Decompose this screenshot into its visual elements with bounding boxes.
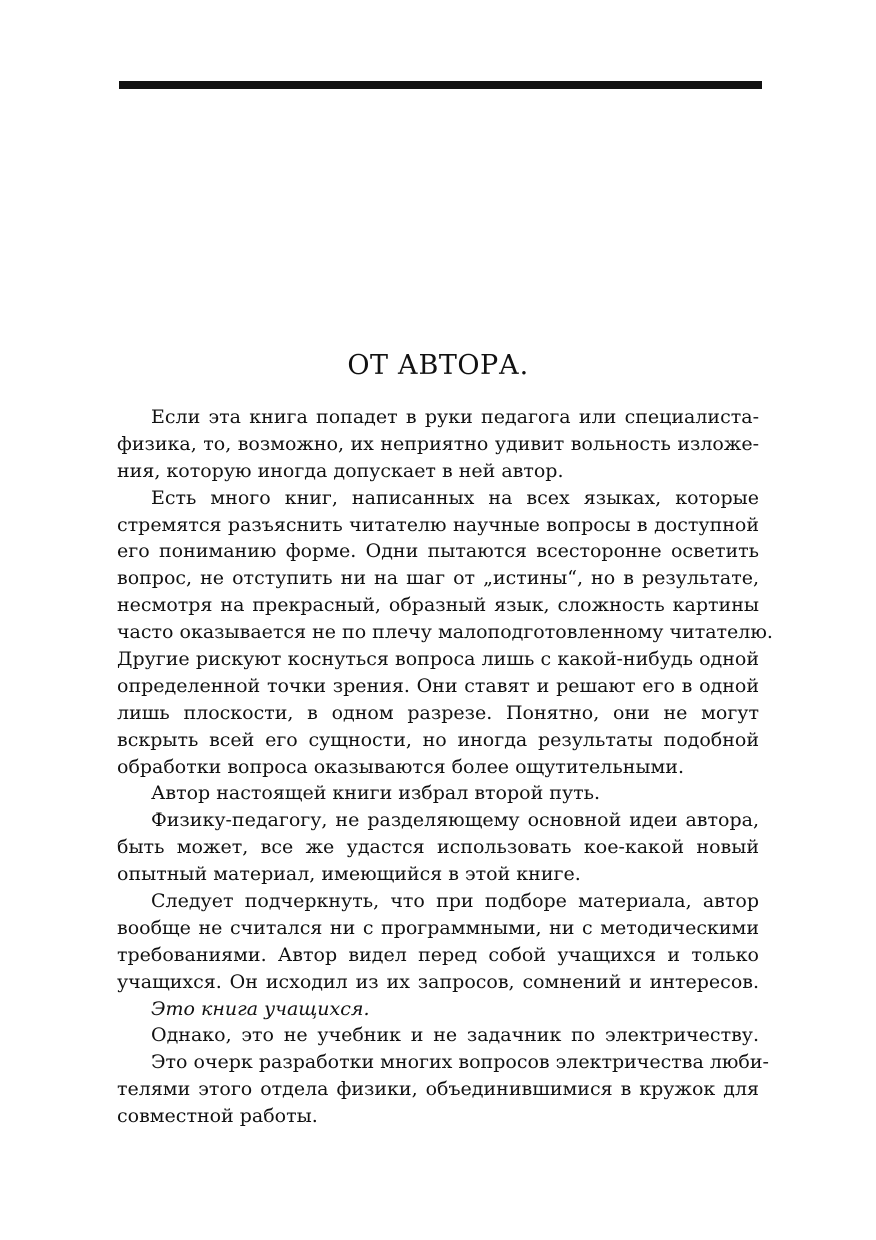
text-line: учащихся. Он исходил из их запросов, сомнений и интересов. (117, 970, 759, 993)
text-line: вообще не считался ни с программными, ни с методическими (117, 916, 759, 939)
text-line: обработки вопроса оказываются более ощутительными. (117, 755, 684, 778)
text-line: Если эта книга попадет в руки педагога или специалиста- (151, 406, 759, 428)
text-line: опытный материал, имеющийся в этой книге. (117, 863, 581, 886)
italic-text-line: Это книга учащихся. (151, 997, 370, 1020)
page-title: ОТ АВТОРА. (347, 350, 529, 381)
text-line: Автор настоящей книги избрал второй путь. (151, 782, 601, 805)
text-line: ния, которую иногда допускает в ней автор. (117, 459, 564, 482)
text-line: вопрос, не отступить ни на шаг от „истины“, но в результате, (117, 567, 759, 590)
text-line: телями этого отдела физики, объединившимися в кружок для (117, 1078, 759, 1101)
text-line: Другие рискуют коснуться вопроса лишь с какой-нибудь одной (117, 648, 759, 671)
text-line: требованиями. Автор видел перед собой учащихся и только (117, 943, 759, 966)
text-line: Физику-педагогу, не разделяющему основной идеи автора, (151, 809, 759, 832)
text-line: стремятся разъяснить читателю научные вопросы в доступной (117, 513, 759, 536)
top-rule (119, 81, 762, 89)
text-line: совместной работы. (117, 1105, 318, 1128)
text-line: вскрыть всей его сущности, но иногда результаты подобной (117, 728, 759, 751)
text-line: несмотря на прекрасный, образный язык, сложность картины (117, 594, 759, 617)
text-line: быть может, все же удастся использовать кое-какой новый (117, 836, 759, 859)
text-line: лишь плоскости, в одном разрезе. Понятно, они не могут (117, 701, 759, 724)
text-line: Однако, это не учебник и не задачник по электричеству. (151, 1024, 759, 1047)
text-line: Это очерк разработки многих вопросов электричества люби- (151, 1051, 769, 1074)
text-line: определенной точки зрения. Они ставят и решают его в одной (117, 674, 759, 697)
text-line: Следует подчеркнуть, что при подборе материала, автор (151, 890, 759, 913)
text-line: его пониманию форме. Одни пытаются всесторонне осветить (117, 540, 759, 563)
text-line: Есть много книг, написанных на всех языках, которые (151, 486, 759, 509)
preface-text (117, 404, 773, 1130)
text-line: часто оказывается не по плечу малоподготовленному читателю. (117, 621, 773, 644)
text-line: физика, то, возможно, их неприятно удивит вольность изложе- (117, 432, 759, 455)
